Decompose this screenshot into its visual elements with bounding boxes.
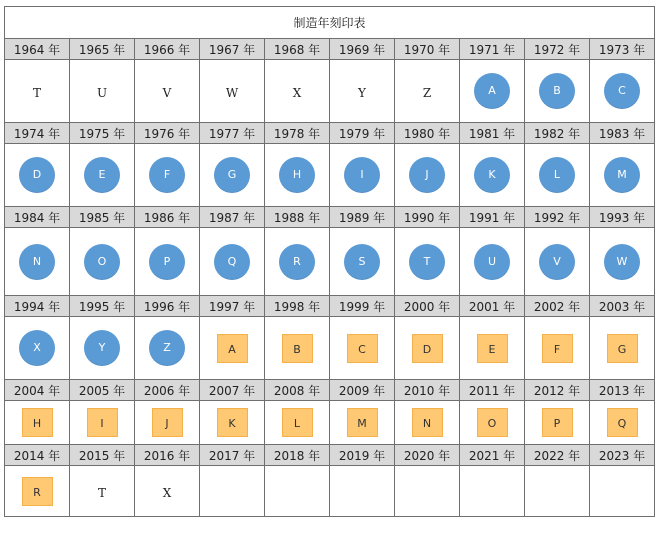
year-row xyxy=(5,296,655,317)
blue-circle-code-mark: U xyxy=(474,244,510,280)
year-cell: 1998 年 xyxy=(265,296,330,317)
orange-square-code-mark: C xyxy=(347,334,378,363)
code-cell xyxy=(590,466,655,517)
code-cell xyxy=(395,228,460,296)
title-row xyxy=(5,7,655,39)
plain-code-letter: W xyxy=(225,85,239,100)
blue-circle-code-mark: L xyxy=(539,157,575,193)
code-cell xyxy=(5,60,70,123)
blue-circle-code-mark: I xyxy=(344,157,380,193)
code-cell xyxy=(590,228,655,296)
year-cell: 1995 年 xyxy=(70,296,135,317)
code-cell xyxy=(265,401,330,445)
year-cell: 1980 年 xyxy=(395,123,460,144)
code-row xyxy=(5,466,655,517)
blue-circle-code-mark: X xyxy=(19,330,55,366)
code-cell xyxy=(200,401,265,445)
orange-square-code-mark: M xyxy=(347,408,378,437)
year-cell: 2002 年 xyxy=(525,296,590,317)
code-cell xyxy=(135,60,200,123)
year-cell: 2020 年 xyxy=(395,445,460,466)
year-cell: 1966 年 xyxy=(135,39,200,60)
code-cell xyxy=(135,466,200,517)
code-cell xyxy=(200,317,265,380)
code-cell xyxy=(265,228,330,296)
orange-square-code-mark: O xyxy=(477,408,508,437)
year-cell: 2016 年 xyxy=(135,445,200,466)
orange-square-code-mark: J xyxy=(152,408,183,437)
code-cell xyxy=(525,60,590,123)
year-cell: 1988 年 xyxy=(265,207,330,228)
code-cell xyxy=(135,144,200,207)
code-cell xyxy=(70,317,135,380)
blue-circle-code-mark: R xyxy=(279,244,315,280)
year-cell: 1996 年 xyxy=(135,296,200,317)
blue-circle-code-mark: E xyxy=(84,157,120,193)
code-cell xyxy=(460,60,525,123)
code-cell xyxy=(200,144,265,207)
year-cell: 1989 年 xyxy=(330,207,395,228)
blue-circle-code-mark: O xyxy=(84,244,120,280)
code-cell xyxy=(200,228,265,296)
code-cell xyxy=(330,60,395,123)
code-cell xyxy=(395,144,460,207)
code-cell xyxy=(265,317,330,380)
year-cell: 1997 年 xyxy=(200,296,265,317)
code-cell xyxy=(460,144,525,207)
manufacture-year-table xyxy=(4,6,655,517)
plain-code-letter: Y xyxy=(358,85,366,100)
year-cell: 2008 年 xyxy=(265,380,330,401)
year-cell: 1967 年 xyxy=(200,39,265,60)
code-cell xyxy=(395,317,460,380)
year-cell: 1981 年 xyxy=(460,123,525,144)
code-cell xyxy=(395,60,460,123)
code-cell xyxy=(590,401,655,445)
blue-circle-code-mark: K xyxy=(474,157,510,193)
year-cell: 2006 年 xyxy=(135,380,200,401)
year-cell: 1976 年 xyxy=(135,123,200,144)
orange-square-code-mark: L xyxy=(282,408,313,437)
year-cell: 1964 年 xyxy=(5,39,70,60)
year-cell: 2018 年 xyxy=(265,445,330,466)
code-cell xyxy=(460,317,525,380)
code-cell xyxy=(5,317,70,380)
orange-square-code-mark: D xyxy=(412,334,443,363)
orange-square-code-mark: I xyxy=(87,408,118,437)
year-cell: 2004 年 xyxy=(5,380,70,401)
blue-circle-code-mark: P xyxy=(149,244,185,280)
code-cell xyxy=(460,401,525,445)
orange-square-code-mark: F xyxy=(542,334,573,363)
plain-code-letter: T xyxy=(97,485,106,500)
code-row xyxy=(5,401,655,445)
plain-code-letter: U xyxy=(96,85,108,100)
blue-circle-code-mark: M xyxy=(604,157,640,193)
blue-circle-code-mark: D xyxy=(19,157,55,193)
year-cell: 2017 年 xyxy=(200,445,265,466)
code-cell xyxy=(265,144,330,207)
code-cell xyxy=(70,228,135,296)
orange-square-code-mark: Q xyxy=(607,408,638,437)
year-cell: 2019 年 xyxy=(330,445,395,466)
code-cell xyxy=(525,466,590,517)
code-cell xyxy=(395,401,460,445)
code-cell xyxy=(5,144,70,207)
year-row xyxy=(5,207,655,228)
orange-square-code-mark: B xyxy=(282,334,313,363)
year-cell: 1968 年 xyxy=(265,39,330,60)
code-row xyxy=(5,60,655,123)
year-cell: 1975 年 xyxy=(70,123,135,144)
year-cell: 1984 年 xyxy=(5,207,70,228)
code-cell xyxy=(330,144,395,207)
year-cell: 1971 年 xyxy=(460,39,525,60)
code-row xyxy=(5,228,655,296)
year-cell: 2021 年 xyxy=(460,445,525,466)
code-cell xyxy=(70,401,135,445)
code-cell xyxy=(70,60,135,123)
year-cell: 2015 年 xyxy=(70,445,135,466)
code-row xyxy=(5,317,655,380)
year-cell: 1983 年 xyxy=(590,123,655,144)
year-cell: 1992 年 xyxy=(525,207,590,228)
year-cell: 2005 年 xyxy=(70,380,135,401)
year-cell: 2003 年 xyxy=(590,296,655,317)
year-cell: 2012 年 xyxy=(525,380,590,401)
blue-circle-code-mark: T xyxy=(409,244,445,280)
year-cell: 1974 年 xyxy=(5,123,70,144)
year-cell: 1969 年 xyxy=(330,39,395,60)
code-cell xyxy=(395,466,460,517)
code-cell xyxy=(135,401,200,445)
code-cell xyxy=(265,60,330,123)
plain-code-letter: X xyxy=(292,85,302,100)
code-cell xyxy=(525,317,590,380)
year-cell: 1965 年 xyxy=(70,39,135,60)
blue-circle-code-mark: J xyxy=(409,157,445,193)
code-cell xyxy=(5,401,70,445)
year-cell: 1994 年 xyxy=(5,296,70,317)
code-cell xyxy=(70,144,135,207)
year-cell: 2022 年 xyxy=(525,445,590,466)
orange-square-code-mark: K xyxy=(217,408,248,437)
code-cell xyxy=(590,60,655,123)
year-cell: 1982 年 xyxy=(525,123,590,144)
year-cell: 2013 年 xyxy=(590,380,655,401)
year-cell: 2014 年 xyxy=(5,445,70,466)
blue-circle-code-mark: G xyxy=(214,157,250,193)
code-cell xyxy=(265,466,330,517)
plain-code-letter: X xyxy=(162,485,172,500)
code-cell xyxy=(200,466,265,517)
year-cell: 2009 年 xyxy=(330,380,395,401)
year-cell: 1986 年 xyxy=(135,207,200,228)
orange-square-code-mark: N xyxy=(412,408,443,437)
orange-square-code-mark: A xyxy=(217,334,248,363)
orange-square-code-mark: E xyxy=(477,334,508,363)
plain-code-letter: T xyxy=(32,85,41,100)
year-cell: 2007 年 xyxy=(200,380,265,401)
year-cell: 2001 年 xyxy=(460,296,525,317)
orange-square-code-mark: H xyxy=(22,408,53,437)
year-cell: 1999 年 xyxy=(330,296,395,317)
blue-circle-code-mark: Z xyxy=(149,330,185,366)
code-cell xyxy=(590,317,655,380)
blue-circle-code-mark: A xyxy=(474,73,510,109)
code-cell xyxy=(330,466,395,517)
code-cell xyxy=(330,228,395,296)
orange-square-code-mark: R xyxy=(22,477,53,506)
code-cell xyxy=(460,466,525,517)
code-cell xyxy=(525,228,590,296)
code-cell xyxy=(525,144,590,207)
blue-circle-code-mark: H xyxy=(279,157,315,193)
year-cell: 2011 年 xyxy=(460,380,525,401)
blue-circle-code-mark: W xyxy=(604,244,640,280)
year-cell: 1978 年 xyxy=(265,123,330,144)
code-cell xyxy=(135,228,200,296)
code-cell xyxy=(330,401,395,445)
plain-code-letter: Z xyxy=(422,85,432,100)
code-row xyxy=(5,144,655,207)
manufacture-year-table-container xyxy=(4,6,655,517)
year-cell: 2010 年 xyxy=(395,380,460,401)
year-cell: 1990 年 xyxy=(395,207,460,228)
year-cell: 2023 年 xyxy=(590,445,655,466)
plain-code-letter: V xyxy=(162,85,172,100)
year-cell: 1970 年 xyxy=(395,39,460,60)
year-row xyxy=(5,445,655,466)
year-cell: 1993 年 xyxy=(590,207,655,228)
code-cell xyxy=(5,228,70,296)
blue-circle-code-mark: Q xyxy=(214,244,250,280)
blue-circle-code-mark: S xyxy=(344,244,380,280)
year-cell: 1987 年 xyxy=(200,207,265,228)
year-cell: 1985 年 xyxy=(70,207,135,228)
year-cell: 1972 年 xyxy=(525,39,590,60)
year-cell: 1977 年 xyxy=(200,123,265,144)
year-cell: 1991 年 xyxy=(460,207,525,228)
table-title: 制造年刻印表 xyxy=(5,7,655,39)
code-cell xyxy=(525,401,590,445)
orange-square-code-mark: P xyxy=(542,408,573,437)
blue-circle-code-mark: C xyxy=(604,73,640,109)
blue-circle-code-mark: N xyxy=(19,244,55,280)
year-row xyxy=(5,123,655,144)
code-cell xyxy=(5,466,70,517)
year-cell: 1979 年 xyxy=(330,123,395,144)
code-cell xyxy=(330,317,395,380)
year-cell: 2000 年 xyxy=(395,296,460,317)
year-row xyxy=(5,380,655,401)
year-cell: 1973 年 xyxy=(590,39,655,60)
code-cell xyxy=(590,144,655,207)
blue-circle-code-mark: B xyxy=(539,73,575,109)
blue-circle-code-mark: V xyxy=(539,244,575,280)
code-cell xyxy=(135,317,200,380)
year-row xyxy=(5,39,655,60)
code-cell xyxy=(200,60,265,123)
code-cell xyxy=(460,228,525,296)
blue-circle-code-mark: Y xyxy=(84,330,120,366)
blue-circle-code-mark: F xyxy=(149,157,185,193)
code-cell xyxy=(70,466,135,517)
orange-square-code-mark: G xyxy=(607,334,638,363)
